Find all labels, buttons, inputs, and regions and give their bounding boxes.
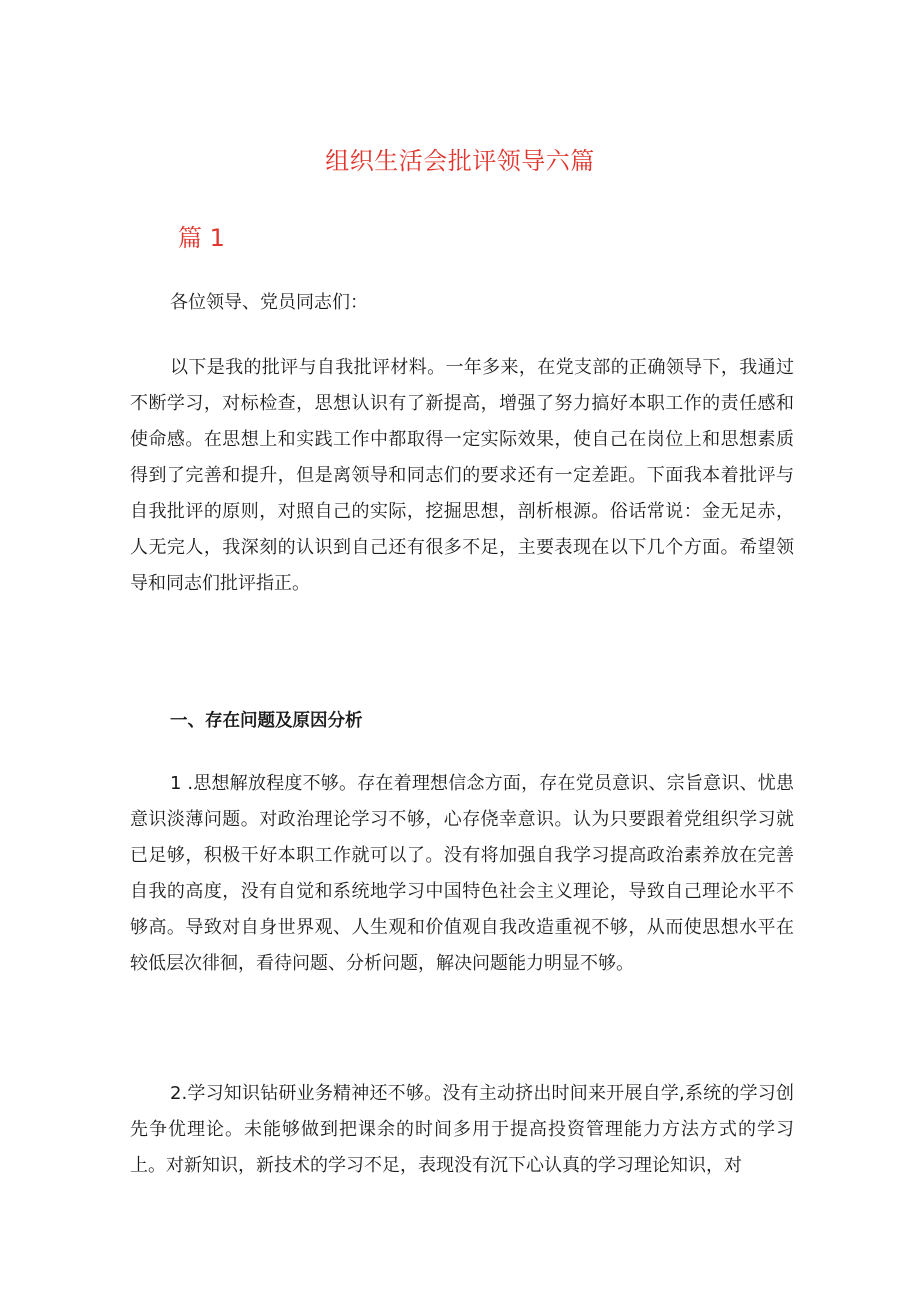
document-title: 组织生活会批评领导六篇 bbox=[325, 147, 595, 175]
intro-paragraph: 以下是我的批评与自我批评材料。一年多来，在党支部的正确领导下，我通过不断学习，对标检查，思想认识有了新提高，增强了努力搞好本职工作的责任感和使命感。在思想上和实践工作中都取得一定实际效果，使自己在岗位上和思想素质得到了完善和提升，但是离领导和同志们的要求还有一定差距。下面我本着批评与自我批评的原则，对照自己的实际，挖掘思想，剖析根源。俗话常说：金无足赤，人无完人，我深刻的认识到自己还有很多不足，主要表现在以下几个方面。希望领导和同志们批评指正。 bbox=[130, 357, 794, 594]
salutation: 各位领导、党员同志们： bbox=[170, 292, 368, 313]
section-heading: 篇 1 bbox=[178, 224, 225, 252]
paragraph-point-1: 1 .思想解放程度不够。存在着理想信念方面，存在党员意识、宗旨意识、忧患意识淡薄问题。对政治理论学习不够，心存侥幸意识。认为只要跟着党组织学习就已足够，积极干好本职工作就可以了。没有将加强自我学习提高政治素养放在完善自我的高度，没有自觉和系统地学习中国特色社会主义理论，导致自己理论水平不够高。导致对自身世界观、人生观和价值观自我改造重视不够，从而使思想水平在较低层次徘徊，看待问题、分析问题，解决问题能力明显不够。 bbox=[130, 773, 794, 974]
subheading-problems: 一、存在问题及原因分析 bbox=[170, 711, 363, 731]
paragraph-point-2: 2.学习知识钻研业务精神还不够。没有主动挤出时间来开展自学,系统的学习创先争优理论。未能够做到把课余的时间多用于提高投资管理能力方法方式的学习上。对新知识，新技术的学习不足，表现没有沉下心认真的学习理论知识，对 bbox=[130, 1083, 794, 1176]
